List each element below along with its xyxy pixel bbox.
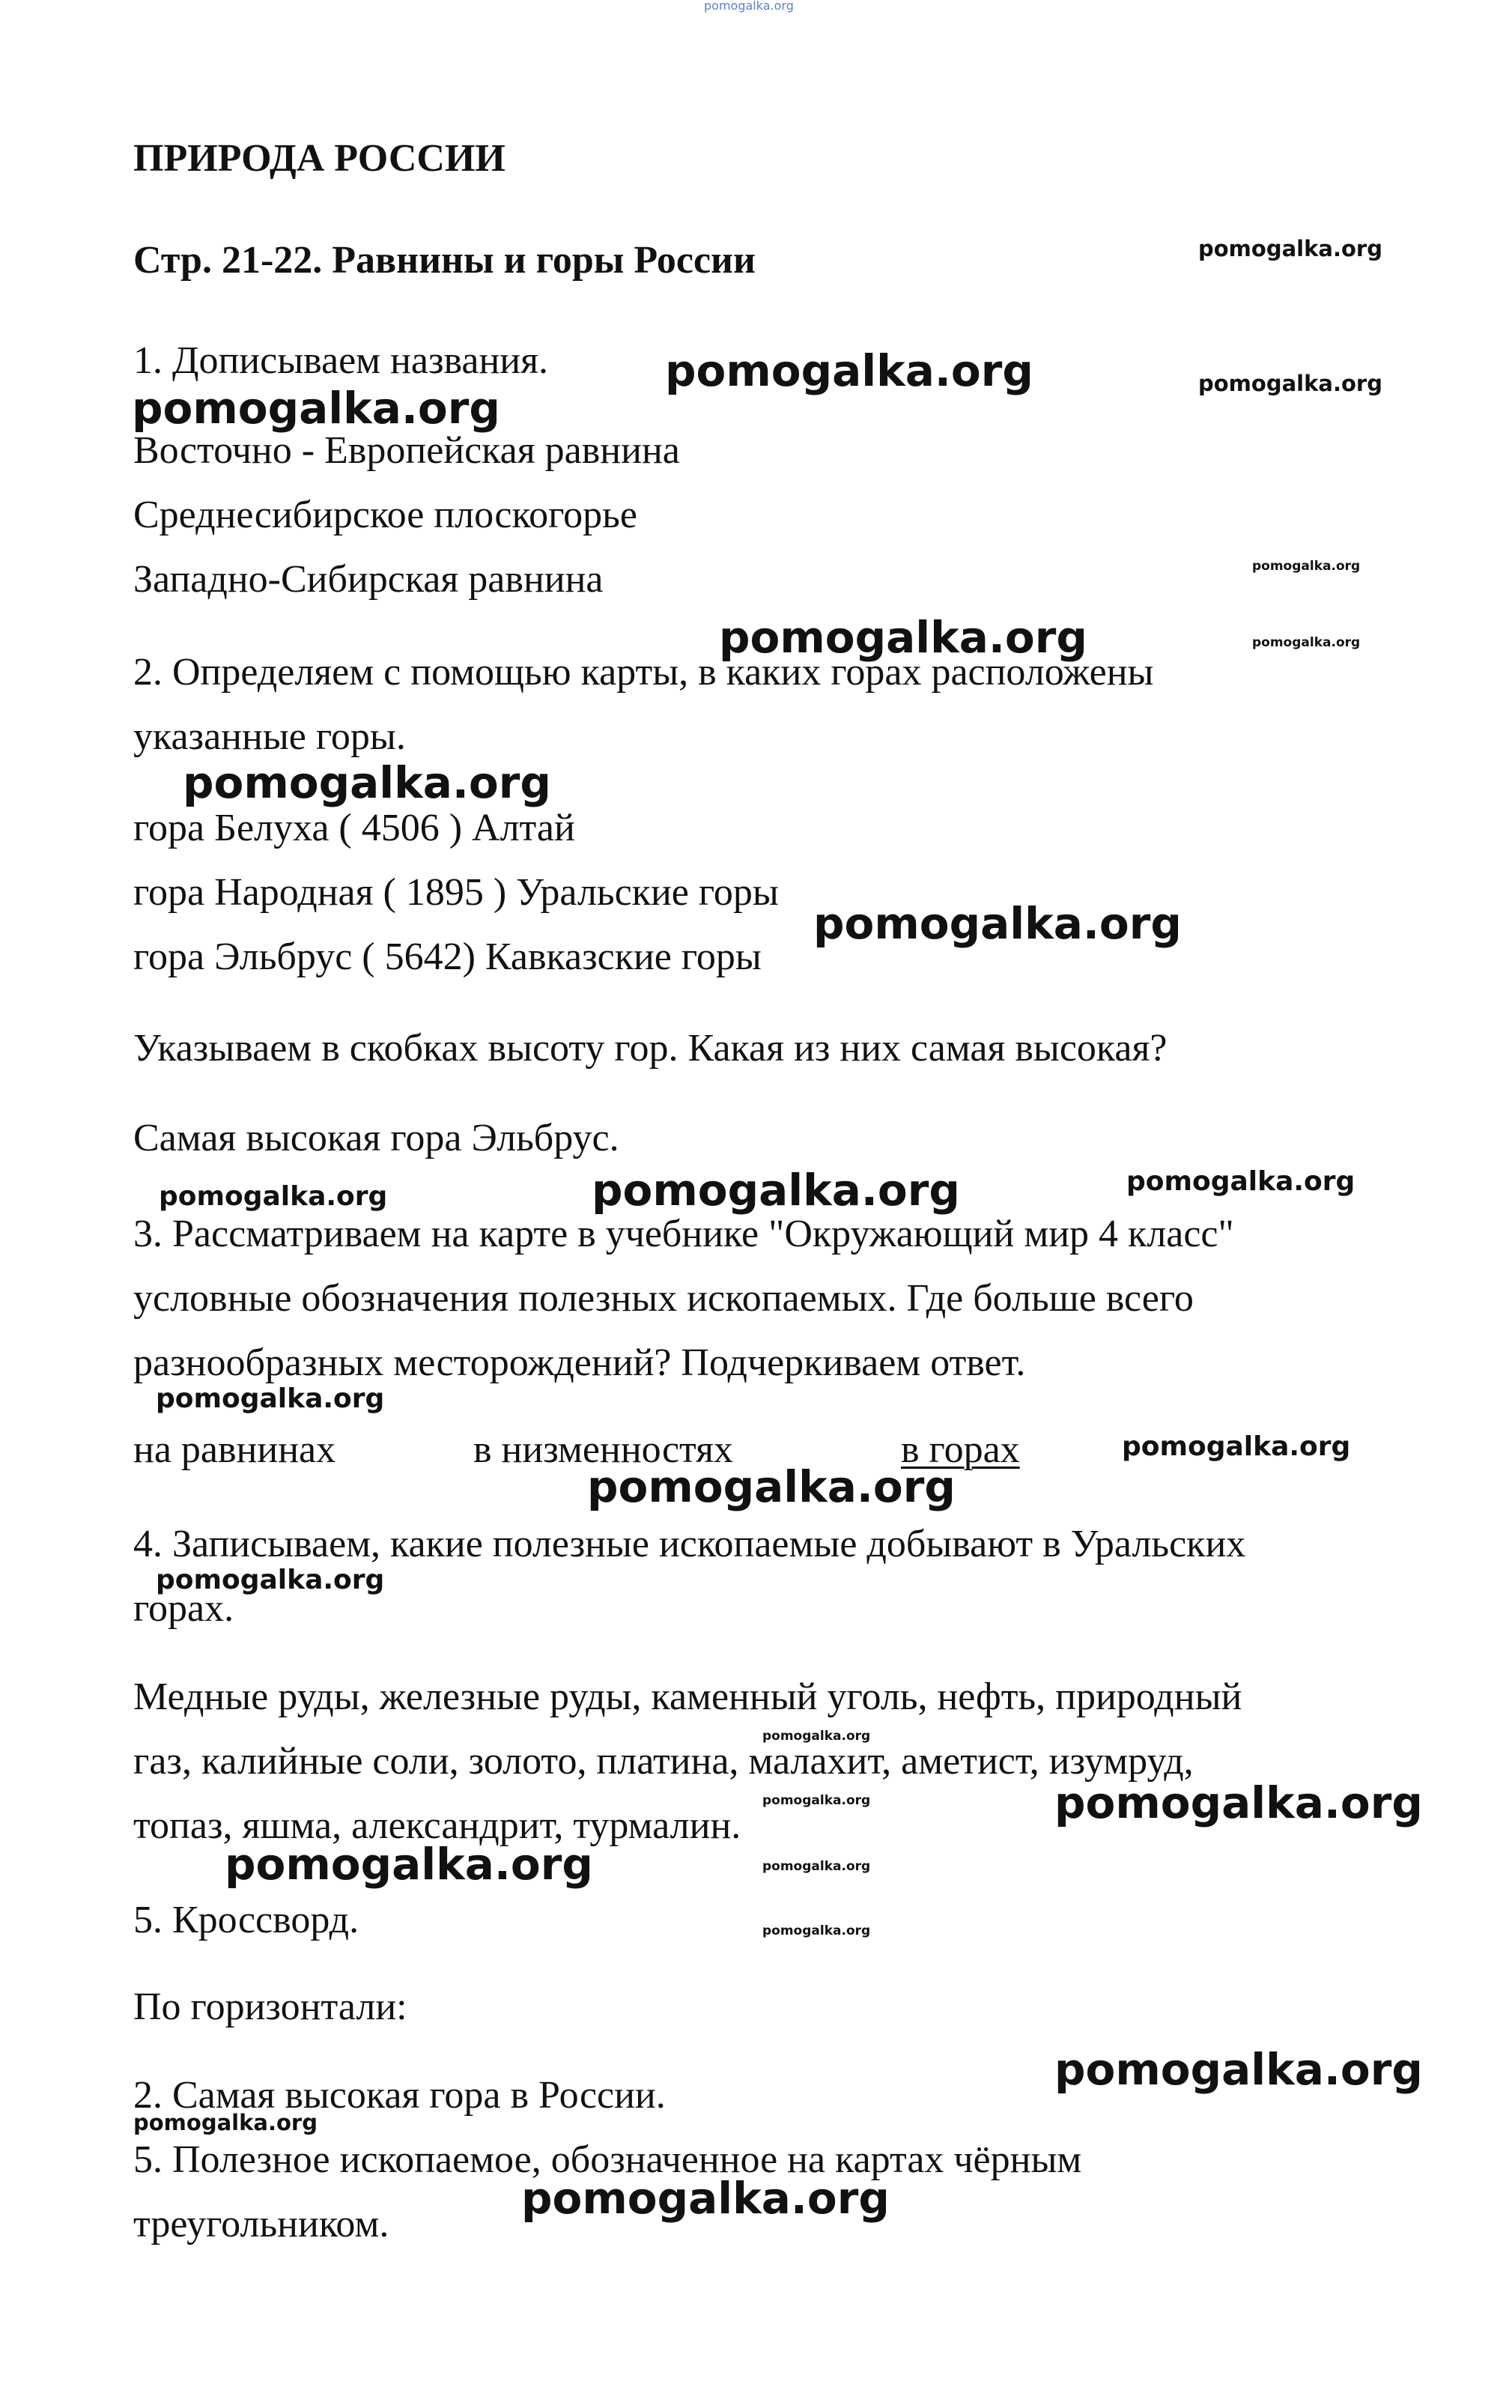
question-1-title: 1. Дописываем названия. [133, 339, 549, 382]
watermark: pomogalka.org [156, 1565, 385, 1595]
watermark: pomogalka.org [1252, 635, 1361, 650]
watermark: pomogalka.org [704, 0, 794, 13]
question-2-answer: гора Эльбрус ( 5642) Кавказские горы [133, 935, 762, 978]
watermark: pomogalka.org [225, 1839, 593, 1890]
watermark: pomogalka.org [1198, 236, 1382, 261]
question-2-answer: гора Белуха ( 4506 ) Алтай [133, 807, 575, 849]
watermark: pomogalka.org [521, 2173, 890, 2224]
question-3-title: разнообразных месторождений? Подчеркиваем ответ. [133, 1341, 1026, 1384]
watermark: pomogalka.org [813, 898, 1182, 949]
question-4-title: 4. Записываем, какие полезные ископаемые добывают в Уральских [133, 1523, 1246, 1565]
crossword-clue: треугольником. [133, 2203, 389, 2245]
watermark: pomogalka.org [183, 757, 551, 808]
watermark: pomogalka.org [592, 1165, 960, 1216]
watermark: pomogalka.org [156, 1383, 385, 1414]
option-lowlands: в низменностях [473, 1428, 733, 1471]
crossword-clue: 2. Самая высокая гора в России. [133, 2074, 666, 2117]
watermark: pomogalka.org [1198, 371, 1382, 396]
option-plains: на равнинах [133, 1428, 336, 1471]
question-3-title: 3. Рассматриваем на карте в учебнике "Окружающий мир 4 класс" [133, 1213, 1234, 1255]
question-4-answer: топаз, яшма, александрит, турмалин. [133, 1804, 741, 1847]
crossword-horizontal-heading: По горизонтали: [133, 1986, 407, 2028]
question-2-final-answer: Самая высокая гора Эльбрус. [133, 1117, 619, 1159]
question-4-answer: газ, калийные соли, золото, платина, малахит, аметист, изумруд, [133, 1740, 1194, 1783]
watermark: pomogalka.org [762, 1923, 871, 1938]
watermark: pomogalka.org [1054, 2044, 1423, 2095]
watermark: pomogalka.org [1126, 1166, 1355, 1197]
watermark: pomogalka.org [587, 1461, 956, 1512]
section-title: Стр. 21-22. Равнины и горы России [133, 239, 756, 282]
watermark: pomogalka.org [762, 1859, 871, 1874]
question-2-answer: гора Народная ( 1895 ) Уральские горы [133, 871, 779, 914]
question-3-title: условные обозначения полезных ископаемых. Где больше всего [133, 1277, 1194, 1320]
question-1-answer: Восточно - Европейская равнина [133, 429, 680, 472]
question-2-title: 2. Определяем с помощью карты, в каких горах расположены [133, 651, 1154, 694]
watermark: pomogalka.org [133, 2110, 318, 2135]
question-4-title: горах. [133, 1587, 234, 1630]
question-2-title: указанные горы. [133, 715, 406, 758]
watermark: pomogalka.org [1054, 1777, 1423, 1828]
watermark: pomogalka.org [159, 1181, 388, 1212]
question-4-answer: Медные руды, железные руды, каменный уголь, нефть, природный [133, 1675, 1242, 1718]
watermark: pomogalka.org [762, 1793, 871, 1808]
crossword-clue: 5. Полезное ископаемое, обозначенное на картах чёрным [133, 2138, 1082, 2181]
watermark: pomogalka.org [719, 612, 1087, 663]
watermark: pomogalka.org [665, 345, 1033, 396]
page-title: ПРИРОДА РОССИИ [133, 137, 505, 180]
watermark: pomogalka.org [1252, 559, 1361, 574]
watermark: pomogalka.org [132, 383, 500, 434]
option-mountains-underlined: в горах [901, 1428, 1020, 1471]
watermark: pomogalka.org [1122, 1431, 1351, 1462]
question-1-answer: Среднесибирское плоскогорье [133, 494, 637, 536]
watermark: pomogalka.org [762, 1729, 871, 1744]
question-1-answer: Западно-Сибирская равнина [133, 558, 604, 601]
question-5-title: 5. Кроссворд. [133, 1899, 359, 1941]
question-2-followup: Указываем в скобках высоту гор. Какая из них самая высокая? [133, 1027, 1168, 1070]
